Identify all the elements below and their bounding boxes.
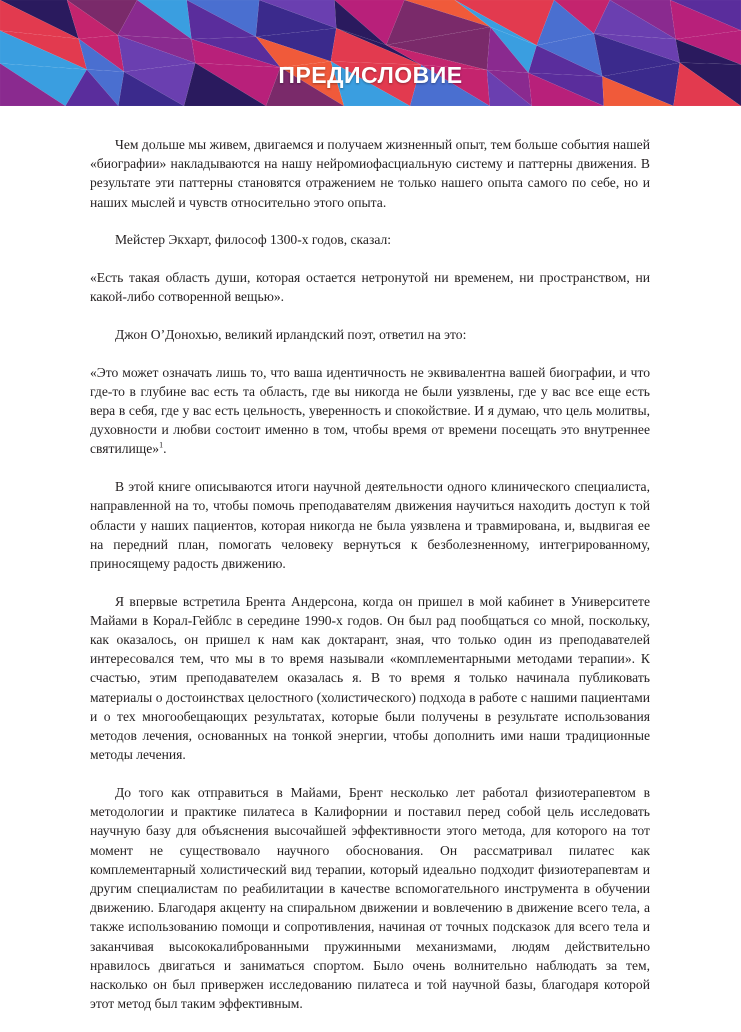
polygon-pattern xyxy=(0,0,741,106)
paragraph-1: Чем дольше мы живем, двигаемся и получаем жизненный опыт, тем больше события нашей «биографии» накладываются на нашу нейромиофасциальную систему и паттерны движения. В результате эти паттерны становятся отражением не только нашего опыта самого по себе, но и наших мыслей и чувств относительно этого опыта. xyxy=(90,137,650,210)
quote-odonohue xyxy=(90,363,650,459)
header-banner xyxy=(0,0,741,106)
footnote-mark: 1 xyxy=(159,440,164,450)
paragraph-6: В этой книге описываются итоги научной деятельности одного клинического специалиста, направленной на то, чтобы помочь преподавателям движения научиться находить доступ к той области у наших пациентов, которая никогда не была уязвлена и травмирована, и, выдвигая ее на передний план, помогать человеку вернуться к безболезненному, интегрированному, приносящему радость движению. xyxy=(90,479,650,571)
paragraph-2: Мейстер Экхарт, философ 1300-х годов, сказал: xyxy=(115,232,392,248)
paragraph-4: Джон О’Донохью, великий ирландский поэт, ответил на это: xyxy=(115,326,467,342)
footnote-period: . xyxy=(163,441,167,457)
quote-eckhart: «Есть такая область души, которая остается нетронутой ни временем, ни пространством, ни какой-либо сотворенной вещью». xyxy=(90,270,650,305)
text-body xyxy=(90,135,650,1032)
quote-odonohue-text: «Это может означать лишь то, что ваша идентичность не эквивалентна вашей биографии, и что где-то в глубине вас есть та область, где вы никогда не были уязвлены, где у вас все еще есть вера в себя, где у вас есть цельность, уверенность и спокойствие. И я думаю, что цель молитвы, духовности и любви состоит именно в том, чтобы время от времени посещать это внутреннее святилище» xyxy=(90,364,650,457)
paragraph-8: До того как отправиться в Майами, Брент несколько лет работал физиотерапевтом в методологии и практике пилатеса в Калифорнии и поставил перед собой цель исследовать научную базу для объяснения высочайшей эффективности этого метода, для которого на тот момент не существовало научного обоснования. Он рассматривал пилатес как комплементарный холистический вид терапии, который идеально подходит физиотерапевтам и другим специалистам по реабилитации в качестве вспомогательного инструмента в обучении движению. Благодаря акценту на спиральном движении и вовлечению в движение всего тела, а также использованию помощи и сопротивления, начиная от точных подсказок для всего тела и заканчивая высококалиброванными пружинными механизмами, людям действительно нравилось двигаться и заниматься спортом. Было очень волнительно наблюдать за тем, насколько он был привержен исследованию пилатеса и той научной базы, благодаря которой этот метод был таким эффективным. xyxy=(90,784,650,1012)
paragraph-7: Я впервые встретила Брента Андерсона, когда он пришел в мой кабинет в Университете Майами в Корал-Гейблс в середине 1990-х годов. Он был рад пообщаться со мной, поскольку, как оказалось, он пришел к нам как доктарант, зная, что только один из преподавателей интересовался тем, что мы в то время называли «комплементарными методами терапии». К счастью, этим преподавателем оказалась я. В то время я только начинала публиковать материалы о достоинствах целостного (холистического) подхода в работе с нашими пациентами и о тех многообещающих результатах, которые были получены в результате использования методов лечения, основанных на тонкой энергии, чтобы дополнить ими наши традиционные методы лечения. xyxy=(90,593,650,763)
page-title: ПРЕДИСЛОВИЕ xyxy=(278,62,463,88)
